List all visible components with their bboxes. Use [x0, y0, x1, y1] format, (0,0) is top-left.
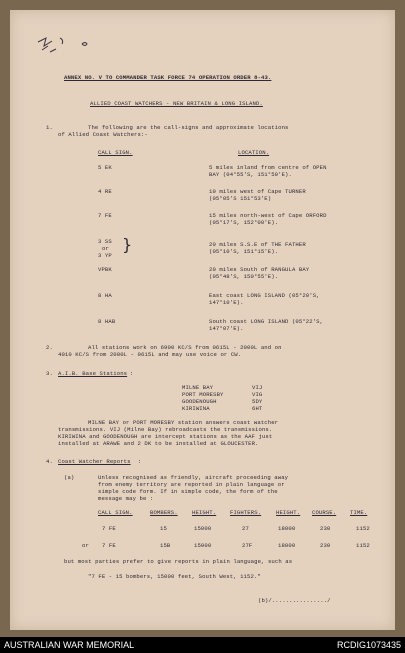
- para4-sub-a: (a): [64, 474, 75, 481]
- para3-heading-colon: :: [130, 370, 134, 377]
- station-name: KIRIWINA: [182, 405, 210, 412]
- footer-source: AUSTRALIAN WAR MEMORIAL: [4, 640, 135, 650]
- para2-text-line1: All stations work on 6900 KC/S from 0615L - 2000L and on: [88, 344, 282, 351]
- report-cell: 15: [160, 525, 167, 532]
- station-sign: VIG: [252, 391, 263, 398]
- report-header: HEIGHT.: [192, 509, 217, 516]
- para3-heading: A.I.B. Base Stations: [58, 370, 128, 377]
- location: 20 miles South of RANGULA BAY: [209, 266, 310, 273]
- continuation-marker: (b)/................/: [258, 597, 331, 604]
- callsign: 4 RE: [98, 188, 112, 195]
- location: (05°10'S, 151°15'E).: [209, 248, 279, 255]
- location: 20 miles S.S.E of THE FATHER: [209, 241, 306, 248]
- report-cell: 15B: [160, 542, 171, 549]
- report-header: HEIGHT.: [276, 509, 301, 516]
- para1-text-line1: The following are the call-signs and approximate locations: [88, 124, 289, 131]
- report-header: FIGHTERS.: [230, 509, 262, 516]
- report-cell: 7 FE: [102, 525, 116, 532]
- report-header: COURSE.: [312, 509, 337, 516]
- col-header-callsign: CALL SIGN.: [98, 149, 133, 156]
- location: 5 miles inland from centre of OPEN: [209, 164, 327, 171]
- station-sign: 5DY: [252, 398, 263, 405]
- callsign: 5 EK: [98, 164, 112, 171]
- report-cell: 1152: [356, 542, 370, 549]
- para1-text-line2: of Allied Coast Watchers:-: [58, 131, 148, 138]
- location: (05°05'S 151°53'E): [209, 195, 272, 202]
- location: 10 miles west of Cape TURNER: [209, 188, 306, 195]
- para3-text: installed at ARAWE and 2 DK to be installed at GLOUCESTER.: [58, 440, 259, 447]
- para4-number: 4.: [46, 458, 53, 465]
- para2-number: 2.: [46, 344, 53, 351]
- para1-number: 1.: [46, 124, 53, 131]
- location: (05°48'S, 150°55'E).: [209, 273, 279, 280]
- report-cell: 230: [320, 525, 331, 532]
- callsign: VPBK: [98, 266, 112, 273]
- report-cell: 18000: [278, 525, 296, 532]
- footer-id: RCDIG1073435: [336, 640, 401, 650]
- location: (05°17'S, 152°00'E).: [209, 219, 279, 226]
- row-prefix-or: or: [82, 542, 89, 549]
- location: East coast LONG ISLAND (05°20'S,: [209, 292, 320, 299]
- report-cell: 27F: [242, 542, 253, 549]
- report-cell: 230: [320, 542, 331, 549]
- location: 147°10'E).: [209, 299, 244, 306]
- callsign: 8 HAB: [98, 318, 116, 325]
- para4-heading-colon: :: [138, 458, 142, 465]
- station-name: PORT MORESBY: [182, 391, 224, 398]
- location: BAY (04°55'S, 151°50'E).: [209, 171, 292, 178]
- report-cell: 7 FE: [102, 542, 116, 549]
- report-header: CALL SIGN.: [98, 509, 133, 516]
- brace-icon: }: [122, 235, 133, 254]
- para3-number: 3.: [46, 370, 53, 377]
- station-sign: 6HT: [252, 405, 263, 412]
- archive-footer: [0, 637, 405, 653]
- para4-text: Unless recognised as friendly, aircraft proceeding away: [98, 474, 289, 481]
- para3-text: KIRIWINA and GOODENOUGH are intercept stations as the AAF just: [58, 433, 273, 440]
- para4-text: from enemy territory are reported in plain language or: [98, 481, 285, 488]
- station-sign: VIJ: [252, 384, 263, 391]
- report-cell: 15000: [194, 542, 212, 549]
- report-header: TIME.: [350, 509, 368, 516]
- station-name: MILNE BAY: [182, 384, 214, 391]
- para4-heading: Coast Watcher Reports: [58, 458, 131, 465]
- para2-text-line2: 4010 KC/S from 2000L - 0615L and may use voice or CW.: [58, 351, 242, 358]
- para3-text: MILNE BAY or PORT MORESBY station answers coast watcher: [88, 419, 279, 426]
- report-cell: 1152: [356, 525, 370, 532]
- report-header: BOMBERS.: [150, 509, 178, 516]
- location: 147°07'E).: [209, 325, 244, 332]
- annex-subtitle: ALLIED COAST WATCHERS - NEW BRITAIN & LONG ISLAND.: [90, 100, 263, 107]
- station-name: GOODENOUGH: [182, 398, 217, 405]
- para4-text: simple code form. If in simple code, the form of the: [98, 488, 278, 495]
- para4-closing: but most parties prefer to give reports in plain language, such as: [64, 558, 293, 565]
- para3-text: transmissions. VIJ (Milne Bay) rebroadcasts the transmissions.: [58, 426, 273, 433]
- report-cell: 15000: [194, 525, 212, 532]
- callsign-or: or: [102, 245, 109, 252]
- document-page: [10, 10, 395, 630]
- col-header-location: LOCATION.: [238, 149, 270, 156]
- para4-text: message may be :: [98, 495, 154, 502]
- location: South coast LONG ISLAND (05°22'S,: [209, 318, 324, 325]
- callsign: 8 HA: [98, 292, 112, 299]
- report-cell: 27: [242, 525, 249, 532]
- report-cell: 18000: [278, 542, 296, 549]
- para4-example: "7 FE - 15 bombers, 15000 feet, South West, 1152.": [88, 573, 261, 580]
- callsign: 3 YP: [98, 252, 112, 259]
- callsign: 7 FE: [98, 212, 112, 219]
- handwritten-annotation: [34, 32, 94, 62]
- annex-title: ANNEX NO. V TO COMMANDER TASK FORCE 74 OPERATION ORDER 8-43.: [64, 74, 272, 81]
- location: 15 miles north-west of Cape ORFORD: [209, 212, 327, 219]
- callsign: 3 SS: [98, 238, 112, 245]
